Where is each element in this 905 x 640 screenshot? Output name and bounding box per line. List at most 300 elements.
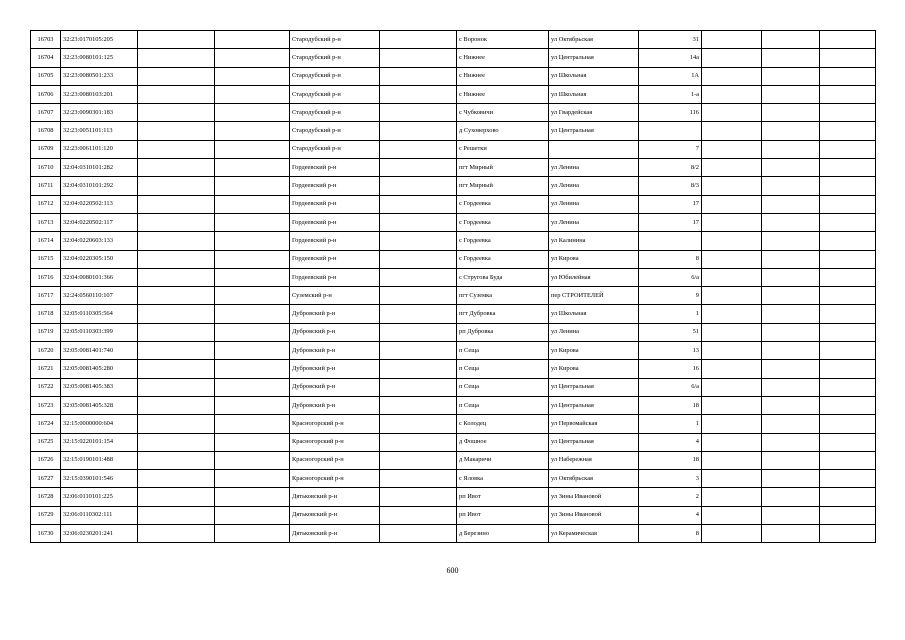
cell-empty [762,525,820,543]
table-row [31,378,876,396]
cell-empty [215,104,290,122]
cell-empty [380,232,457,250]
cell-street: ул Керамическая [549,525,639,543]
cell-house: 6/а [639,378,702,396]
cell-empty [820,287,876,305]
cell-empty [138,232,215,250]
cell-district: Гордеевский р-н [290,159,380,177]
cell-street: ул Кирова [549,360,639,378]
table-row [31,268,876,286]
cell-cadastral-number: 32:23:0051101:113 [61,122,138,140]
table-row [31,250,876,268]
cell-locality: с Гордеевка [457,195,549,213]
cell-empty [138,85,215,103]
cell-record-number: 16711 [31,177,61,195]
cell-empty [215,451,290,469]
cell-house: 6/а [639,268,702,286]
cell-district: Красногорский р-н [290,451,380,469]
cell-empty [820,67,876,85]
cell-house: 13 [639,342,702,360]
cell-empty [702,49,762,67]
cell-street: ул Ленина [549,177,639,195]
cell-record-number: 16710 [31,159,61,177]
table-row [31,451,876,469]
cell-locality: с Яловка [457,470,549,488]
cell-district: Дубровский р-н [290,378,380,396]
cell-locality: с Колодец [457,415,549,433]
cell-empty [138,287,215,305]
cell-empty [215,305,290,323]
cell-locality: рп Дубровка [457,323,549,341]
cell-street: ул Школьная [549,305,639,323]
cell-house: 4 [639,433,702,451]
cell-record-number: 16709 [31,140,61,158]
cell-district: Дубровский р-н [290,342,380,360]
cell-empty [820,159,876,177]
cell-cadastral-number: 32:05:0081405:328 [61,396,138,414]
cell-empty [380,177,457,195]
cell-house: 18 [639,451,702,469]
cell-cadastral-number: 32:06:0110302:111 [61,506,138,524]
cell-empty [762,49,820,67]
cell-record-number: 16723 [31,396,61,414]
cell-district: Красногорский р-н [290,415,380,433]
cell-empty [820,525,876,543]
cell-street: ул Ленина [549,323,639,341]
cell-record-number: 16716 [31,268,61,286]
cell-district: Стародубский р-н [290,104,380,122]
cell-empty [702,433,762,451]
cell-record-number: 16715 [31,250,61,268]
cell-empty [702,470,762,488]
cell-locality: п Сеща [457,378,549,396]
cell-cadastral-number: 32:23:0170105:205 [61,31,138,49]
cell-empty [762,470,820,488]
cell-empty [702,396,762,414]
cell-empty [762,360,820,378]
cell-empty [762,232,820,250]
cell-house: 18 [639,396,702,414]
page-number: 600 [446,566,459,575]
cell-empty [702,415,762,433]
cell-empty [702,323,762,341]
cell-empty [820,140,876,158]
table-row [31,122,876,140]
cell-empty [380,470,457,488]
cell-empty [138,195,215,213]
cell-house [639,122,702,140]
cell-empty [762,305,820,323]
cell-empty [702,268,762,286]
cell-empty [138,470,215,488]
cell-locality: с Гордеевка [457,213,549,231]
cell-empty [702,159,762,177]
cell-empty [215,360,290,378]
cell-empty [702,140,762,158]
cell-empty [138,488,215,506]
cell-district: Дятьковский р-н [290,488,380,506]
cell-cadastral-number: 32:15:0190101:488 [61,451,138,469]
cell-locality: п Сеща [457,396,549,414]
cell-empty [702,506,762,524]
table-row [31,104,876,122]
cell-house: 17 [639,195,702,213]
cell-cadastral-number: 32:04:0220502:117 [61,213,138,231]
cell-record-number: 16717 [31,287,61,305]
cell-empty [762,488,820,506]
cell-cadastral-number: 32:15:0000000:604 [61,415,138,433]
cell-cadastral-number: 32:23:0061101:120 [61,140,138,158]
cell-empty [138,159,215,177]
cell-empty [702,122,762,140]
cell-empty [702,287,762,305]
cell-district: Красногорский р-н [290,470,380,488]
cell-empty [380,305,457,323]
cell-district: Гордеевский р-н [290,250,380,268]
cell-record-number: 16724 [31,415,61,433]
cell-house: 116 [639,104,702,122]
cell-empty [702,305,762,323]
cell-record-number: 16704 [31,49,61,67]
cell-empty [380,213,457,231]
cell-empty [380,122,457,140]
cell-empty [820,305,876,323]
cell-house: 4 [639,506,702,524]
table-row [31,232,876,250]
table-row [31,415,876,433]
registry-table [30,30,876,543]
cell-empty [138,140,215,158]
cell-empty [215,525,290,543]
cell-empty [820,396,876,414]
cell-empty [380,140,457,158]
cell-street: ул Калинина [549,232,639,250]
cell-empty [215,195,290,213]
cell-cadastral-number: 32:06:0110101:225 [61,488,138,506]
cell-locality: рп Ивот [457,488,549,506]
cell-district: Дятьковский р-н [290,506,380,524]
cell-street: ул Центральная [549,396,639,414]
cell-empty [762,67,820,85]
cell-empty [138,415,215,433]
cell-empty [762,122,820,140]
cell-empty [138,177,215,195]
cell-empty [762,250,820,268]
cell-empty [820,213,876,231]
cell-house: 7 [639,140,702,158]
cell-locality: д Суховерхово [457,122,549,140]
cell-empty [215,140,290,158]
cell-empty [762,31,820,49]
cell-empty [702,67,762,85]
cell-street: ул Кирова [549,250,639,268]
cell-empty [215,433,290,451]
cell-empty [762,451,820,469]
cell-district: Стародубский р-н [290,140,380,158]
table-row [31,342,876,360]
cell-empty [380,85,457,103]
table-row [31,305,876,323]
cell-street: пер СТРОИТЕЛЕЙ [549,287,639,305]
cell-empty [138,49,215,67]
cell-empty [138,122,215,140]
table-row [31,31,876,49]
cell-empty [138,342,215,360]
cell-empty [380,378,457,396]
cell-street: ул Ленина [549,213,639,231]
cell-house: 14а [639,49,702,67]
cell-empty [215,287,290,305]
table-row [31,323,876,341]
cell-empty [138,104,215,122]
cell-cadastral-number: 32:05:0081405:280 [61,360,138,378]
cell-locality: пгт Мирный [457,159,549,177]
cell-locality: с Решетки [457,140,549,158]
cell-empty [380,488,457,506]
cell-empty [380,104,457,122]
cell-locality: д Фошное [457,433,549,451]
table-row [31,506,876,524]
cell-record-number: 16721 [31,360,61,378]
cell-empty [380,396,457,414]
table-row [31,433,876,451]
cell-record-number: 16722 [31,378,61,396]
cell-empty [380,31,457,49]
cell-empty [702,451,762,469]
cell-empty [215,122,290,140]
cell-cadastral-number: 32:05:0081405:383 [61,378,138,396]
cell-district: Гордеевский р-н [290,177,380,195]
cell-empty [215,488,290,506]
cell-cadastral-number: 32:23:0080501:233 [61,67,138,85]
cell-empty [762,396,820,414]
cell-district: Дубровский р-н [290,305,380,323]
cell-locality: с Гордеевка [457,232,549,250]
cell-street: ул Ленина [549,159,639,177]
cell-district: Дубровский р-н [290,396,380,414]
cell-empty [215,415,290,433]
cell-empty [138,396,215,414]
cell-street [549,140,639,158]
cell-record-number: 16714 [31,232,61,250]
cell-empty [820,378,876,396]
cell-district: Гордеевский р-н [290,195,380,213]
cell-empty [762,268,820,286]
cell-street: ул Октябрьская [549,31,639,49]
cell-empty [138,67,215,85]
cell-cadastral-number: 32:06:0230201:241 [61,525,138,543]
cell-locality: пгт Дубровка [457,305,549,323]
cell-empty [820,232,876,250]
cell-district: Стародубский р-н [290,67,380,85]
cell-empty [702,213,762,231]
cell-house: 9 [639,287,702,305]
cell-empty [762,433,820,451]
cell-empty [380,525,457,543]
cell-empty [820,177,876,195]
cell-empty [702,104,762,122]
cell-house: 3 [639,470,702,488]
cell-house: 1 [639,415,702,433]
cell-record-number: 16707 [31,104,61,122]
cell-record-number: 16729 [31,506,61,524]
cell-street: ул Юбилейная [549,268,639,286]
cell-house: 1-а [639,85,702,103]
cell-district: Стародубский р-н [290,85,380,103]
cell-empty [380,159,457,177]
cell-empty [820,122,876,140]
cell-empty [762,378,820,396]
cell-record-number: 16727 [31,470,61,488]
cell-record-number: 16713 [31,213,61,231]
cell-empty [820,323,876,341]
cell-locality: п Сеща [457,360,549,378]
cell-empty [820,488,876,506]
cell-empty [138,378,215,396]
cell-locality: пгт Суземка [457,287,549,305]
cell-street: ул Центральная [549,49,639,67]
cell-empty [380,342,457,360]
cell-cadastral-number: 32:05:0110303:399 [61,323,138,341]
cell-empty [702,360,762,378]
cell-record-number: 16726 [31,451,61,469]
cell-empty [138,250,215,268]
cell-empty [138,525,215,543]
cell-district: Гордеевский р-н [290,232,380,250]
table-row [31,287,876,305]
cell-empty [702,378,762,396]
cell-cadastral-number: 32:04:0310101:282 [61,159,138,177]
cell-empty [215,49,290,67]
cell-cadastral-number: 32:24:0560110:107 [61,287,138,305]
cell-locality: с Нижнее [457,85,549,103]
cell-empty [380,433,457,451]
cell-house: 1 [639,305,702,323]
cell-empty [762,177,820,195]
table-row [31,525,876,543]
cell-record-number: 16728 [31,488,61,506]
cell-street: ул Ленина [549,195,639,213]
cell-empty [215,31,290,49]
cell-empty [820,360,876,378]
cell-locality: пгт Мирный [457,177,549,195]
cell-empty [380,49,457,67]
cell-empty [215,396,290,414]
cell-empty [138,451,215,469]
cell-empty [820,470,876,488]
cell-empty [820,250,876,268]
cell-house: 8 [639,525,702,543]
cell-record-number: 16718 [31,305,61,323]
cell-empty [702,31,762,49]
cell-empty [138,213,215,231]
table-row [31,396,876,414]
cell-district: Дятьковский р-н [290,525,380,543]
cell-locality: д Березино [457,525,549,543]
cell-street: ул Зины Ивановой [549,488,639,506]
cell-cadastral-number: 32:04:0220305:150 [61,250,138,268]
cell-cadastral-number: 32:04:0220603:133 [61,232,138,250]
cell-empty [138,268,215,286]
table-row [31,140,876,158]
table-row [31,159,876,177]
cell-cadastral-number: 32:15:0390101:546 [61,470,138,488]
cell-empty [138,506,215,524]
cell-cadastral-number: 32:23:0080103:201 [61,85,138,103]
cell-locality: с Нижнее [457,49,549,67]
cell-empty [215,342,290,360]
cell-empty [820,415,876,433]
table-row [31,49,876,67]
cell-district: Стародубский р-н [290,31,380,49]
cell-empty [762,342,820,360]
cell-locality: с Гордеевка [457,250,549,268]
cell-empty [215,250,290,268]
cell-empty [702,250,762,268]
cell-empty [820,506,876,524]
cell-district: Дубровский р-н [290,323,380,341]
cell-district: Суземский р-н [290,287,380,305]
cell-house: 51 [639,323,702,341]
cell-street: ул Гвардейская [549,104,639,122]
cell-empty [215,323,290,341]
cell-street: ул Центральная [549,122,639,140]
cell-street: ул Центральная [549,433,639,451]
cell-street: ул Центральная [549,378,639,396]
cell-empty [702,488,762,506]
cell-house: 8/3 [639,177,702,195]
cell-empty [380,323,457,341]
cell-empty [380,506,457,524]
cell-empty [215,268,290,286]
cell-empty [215,378,290,396]
cell-empty [820,85,876,103]
cell-street: ул Октябрьская [549,470,639,488]
cell-empty [762,506,820,524]
cell-cadastral-number: 32:04:0310101:292 [61,177,138,195]
cell-street: ул Школьная [549,85,639,103]
table-row [31,470,876,488]
cell-empty [762,323,820,341]
cell-locality: рп Ивот [457,506,549,524]
cell-locality: с Струговa Буда [457,268,549,286]
cell-empty [380,250,457,268]
cell-district: Красногорский р-н [290,433,380,451]
cell-empty [762,195,820,213]
table-row [31,213,876,231]
cell-empty [762,213,820,231]
cell-record-number: 16706 [31,85,61,103]
cell-empty [380,268,457,286]
cell-empty [702,525,762,543]
cell-cadastral-number: 32:04:0220502:113 [61,195,138,213]
cell-record-number: 16708 [31,122,61,140]
cell-empty [762,140,820,158]
cell-empty [380,287,457,305]
cell-house: 8/2 [639,159,702,177]
cell-locality: с Чубковичи [457,104,549,122]
cell-empty [702,85,762,103]
cell-empty [215,470,290,488]
cell-empty [762,85,820,103]
cell-empty [138,31,215,49]
cell-empty [215,213,290,231]
cell-district: Гордеевский р-н [290,268,380,286]
cell-street: ул Зины Ивановой [549,506,639,524]
cell-empty [138,305,215,323]
cell-empty [215,67,290,85]
table-row [31,360,876,378]
